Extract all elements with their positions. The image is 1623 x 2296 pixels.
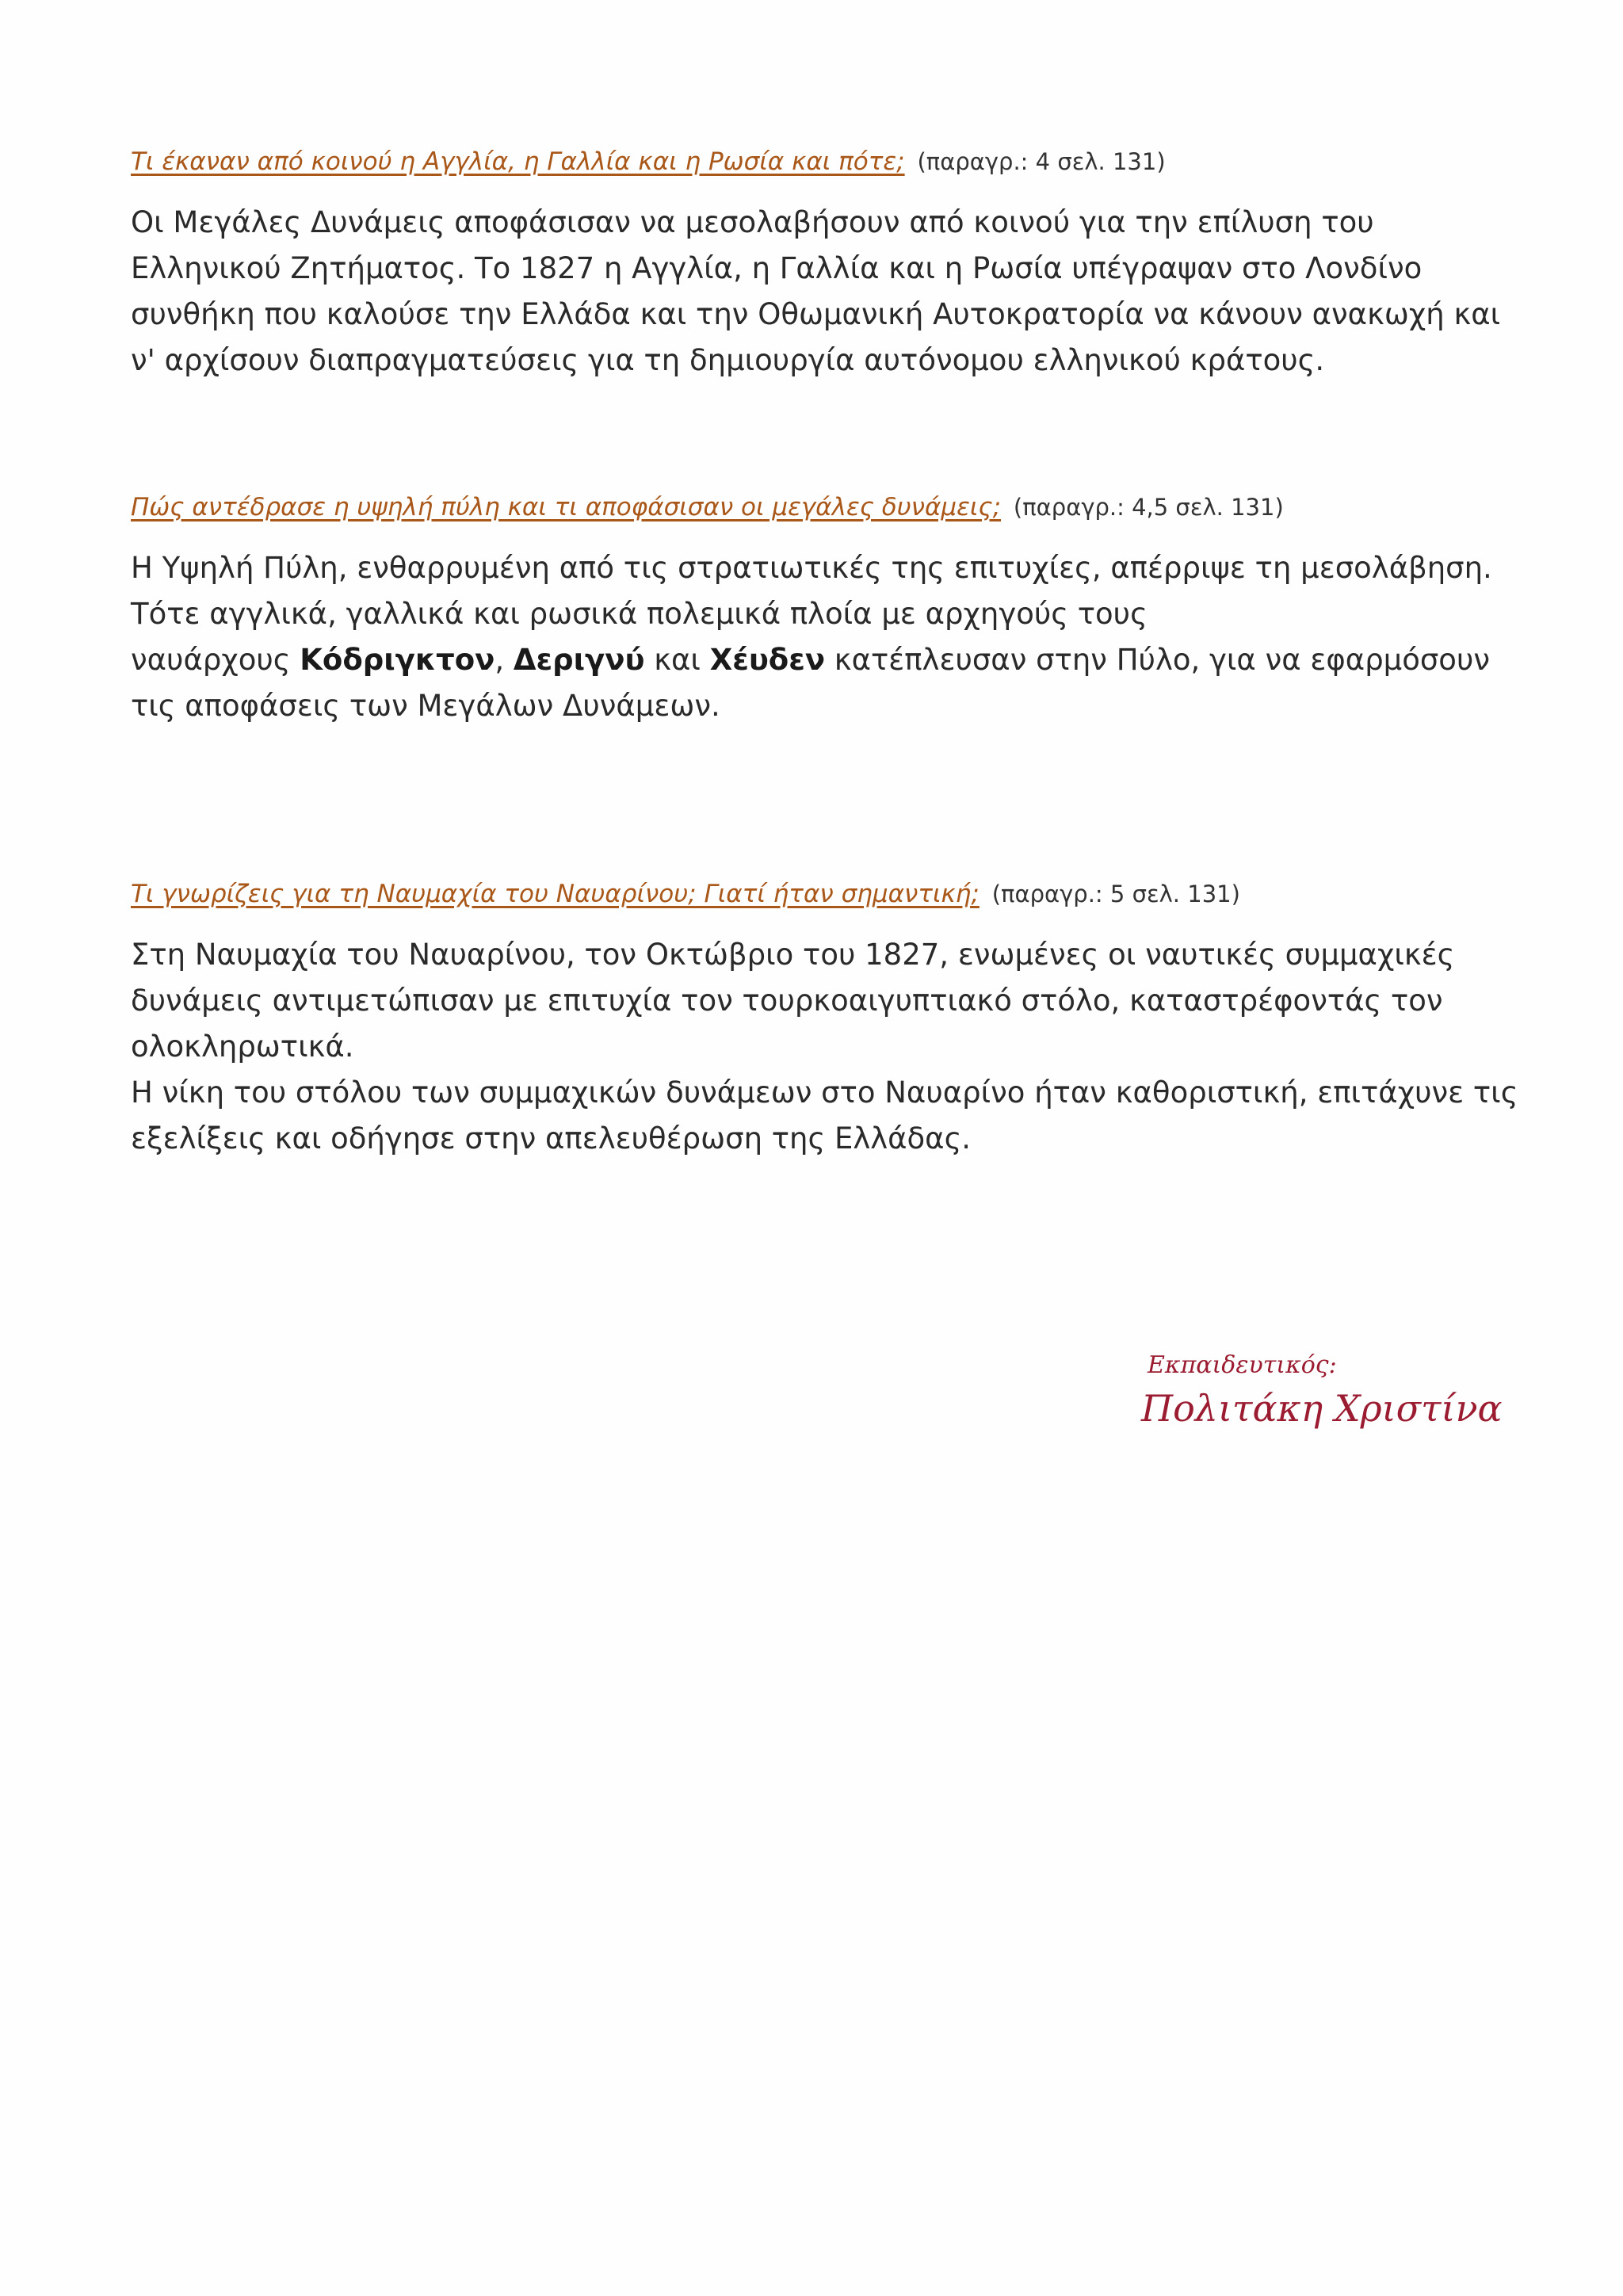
- answer-suffix: κατέπλευσαν στην Πύλο, για να εφαρμόσουν τις αποφάσεις των Μεγάλων Δυνάμεων.: [131, 643, 1491, 723]
- question-line: [131, 490, 1526, 525]
- question-title: Πώς αντέδρασε η υψηλή πύλη και τι αποφάσισαν οι μεγάλες δυνάμεις;: [131, 493, 1002, 521]
- separator: και: [654, 643, 701, 677]
- admiral-name: Δεριγνύ: [513, 643, 645, 677]
- answer-paragraph: Οι Μεγάλες Δυνάμεις αποφάσισαν να μεσολαβήσουν από κοινού για την επίλυση του Ελληνικού Ζητήματος. Το 1827 η Αγγλία, η Γαλλία και η Ρωσία υπέγραψαν στο Λονδίνο συνθήκη που καλούσε την Ελλάδα και την Οθωμανική Αυτοκρατορία να κάνουν ανακωχή και ν' αρχίσουν διαπραγματεύσεις για τη δημιουργία αυτόνομου ελληνικού κράτους.: [131, 205, 1501, 377]
- answer-paragraph: [131, 591, 1526, 729]
- answer-prefix: ναυάρχους: [131, 643, 291, 677]
- page-reference: (παραγρ.: 4 σελ. 131): [917, 148, 1166, 175]
- section-1: [131, 144, 1526, 384]
- answer-intro: Τότε αγγλικά, γαλλικά και ρωσικά πολεμικά πλοία με αρχηγούς τους: [131, 597, 1148, 631]
- answer-paragraph: Στη Ναυμαχία του Ναυαρίνου, τον Οκτώβριο του 1827, ενωμένες οι ναυτικές συμμαχικές δυνάμεις αντιμετώπισαν με επιτυχία τον τουρκοαιγυπτιακό στόλο, καταστρέφοντάς τον ολοκληρωτικά.: [131, 938, 1455, 1064]
- question-line: [131, 877, 1526, 911]
- admiral-name: Χέυδεν: [709, 643, 826, 677]
- section-2: [131, 490, 1526, 729]
- teacher-signature: [1141, 1351, 1503, 1431]
- question-title: Τι γνωρίζεις για τη Ναυμαχία του Ναυαρίνου; Γιατί ήταν σημαντική;: [131, 880, 980, 908]
- answer-text: [131, 545, 1526, 729]
- section-3: [131, 877, 1526, 1162]
- answer-paragraph: Η Υψηλή Πύλη, ενθαρρυμένη από τις στρατιωτικές της επιτυχίες, απέρριψε τη μεσολάβηση.: [131, 551, 1492, 585]
- question-line: [131, 144, 1526, 179]
- answer-text: [131, 932, 1526, 1162]
- answer-text: [131, 200, 1526, 384]
- page-reference: (παραγρ.: 4,5 σελ. 131): [1013, 494, 1284, 521]
- signature-name: Πολιτάκη Χριστίνα: [1141, 1387, 1503, 1430]
- question-title: Τι έκαναν από κοινού η Αγγλία, η Γαλλία και η Ρωσία και πότε;: [131, 147, 905, 176]
- signature-label: Εκπαιδευτικός:: [1148, 1351, 1337, 1379]
- admiral-name: Κόδριγκτον: [300, 643, 495, 677]
- answer-paragraph: Η νίκη του στόλου των συμμαχικών δυνάμεων στο Ναυαρίνο ήταν καθοριστική, επιτάχυνε τις εξελίξεις και οδήγησε στην απελευθέρωση της Ελλάδας.: [131, 1075, 1518, 1156]
- separator: ,: [495, 643, 505, 677]
- page-reference: (παραγρ.: 5 σελ. 131): [991, 881, 1240, 907]
